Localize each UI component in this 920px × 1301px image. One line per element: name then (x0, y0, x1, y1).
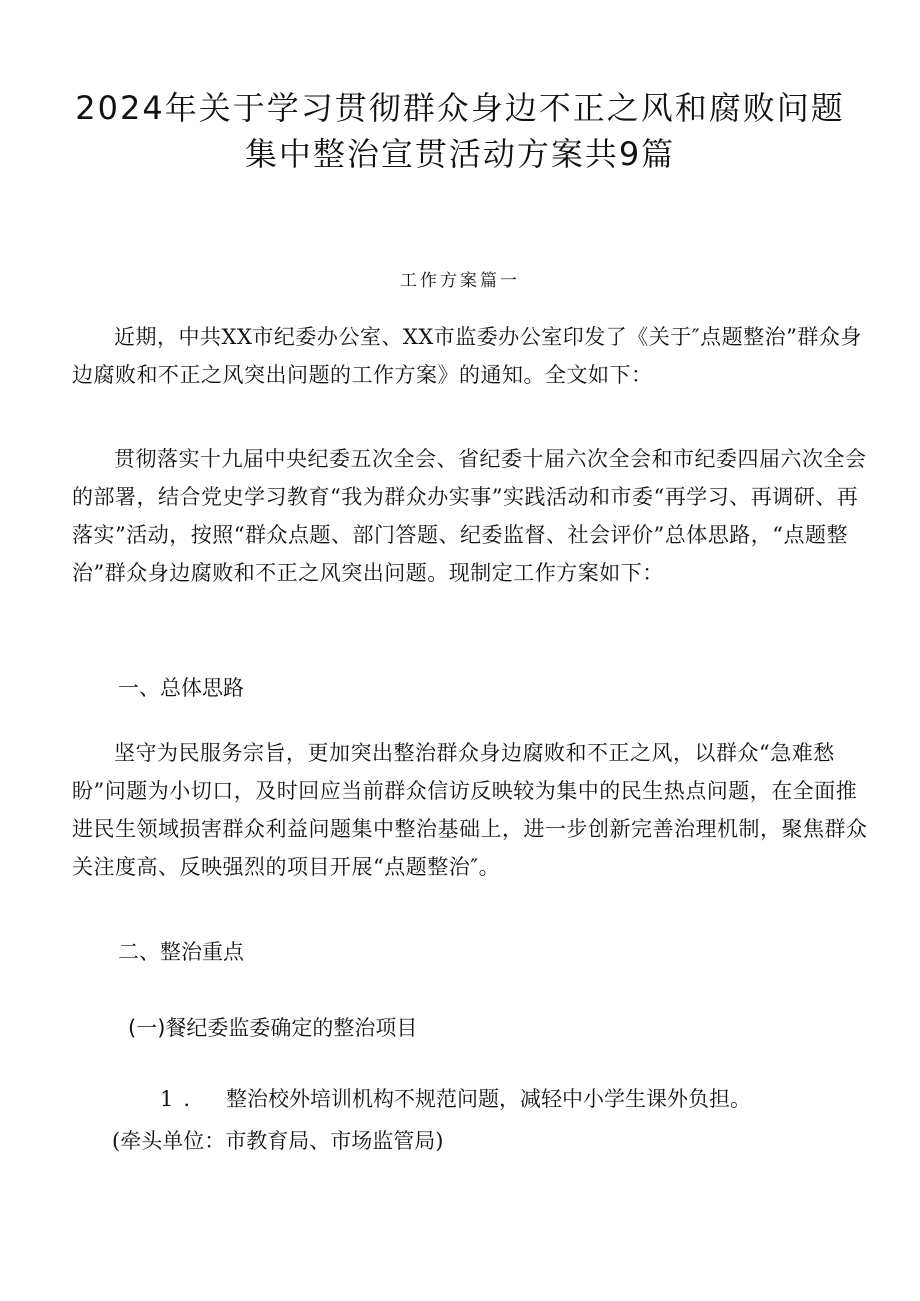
overall-approach-paragraph: 坚守为民服务宗旨，更加突出整治群众身边腐败和不正之风，以群众“急难愁盼”问题为小切口，及时回应当前群众信访反映较为集中的民生热点问题，在全面推进民生领域损害群众利益问题集中整治基础上，进一步创新完善治理机制，聚焦群众关注度高、反映强烈的项目开展“点题整治″。 (72, 741, 868, 879)
subheading-rectification-items: (一)餐纪委监委确定的整治项目 (128, 1016, 418, 1040)
list-item-lead-units: (牵头单位：市教育局、市场监管局) (112, 1129, 444, 1153)
heading-overall-approach: 一、总体思路 (118, 676, 244, 700)
section-subtitle: 工作方案篇一 (400, 271, 520, 291)
list-item (160, 1080, 860, 1118)
list-item-text: 整治校外培训机构不规范问题，减轻中小学生课外负担。 (226, 1087, 751, 1111)
implementation-paragraph: 贯彻落实十九届中央纪委五次全会、省纪委十届六次全会和市纪委四届六次全会的部署，结合党史学习教育“我为群众办实事”实践活动和市委“再学习、再调研、再落实”活动，按照“群众点题、部门答题、纪委监督、社会评价”总体思路，“点题整治”群众身边腐败和不正之风突出问题。现制定工作方案如下： (72, 447, 867, 585)
document-title-line-1: 2024年关于学习贯彻群众身边不正之风和腐败问题 (75, 89, 845, 127)
intro-paragraph: 近期，中共XX市纪委办公室、XX市监委办公室印发了《关于″点题整治”群众身边腐败和不正之风突出问题的工作方案》的通知。全文如下： (72, 325, 862, 387)
document-title-line-2: 集中整治宣贯活动方案共9篇 (244, 135, 676, 173)
heading-key-rectification: 二、整治重点 (118, 940, 244, 964)
list-item-number: 1. (160, 1087, 201, 1111)
